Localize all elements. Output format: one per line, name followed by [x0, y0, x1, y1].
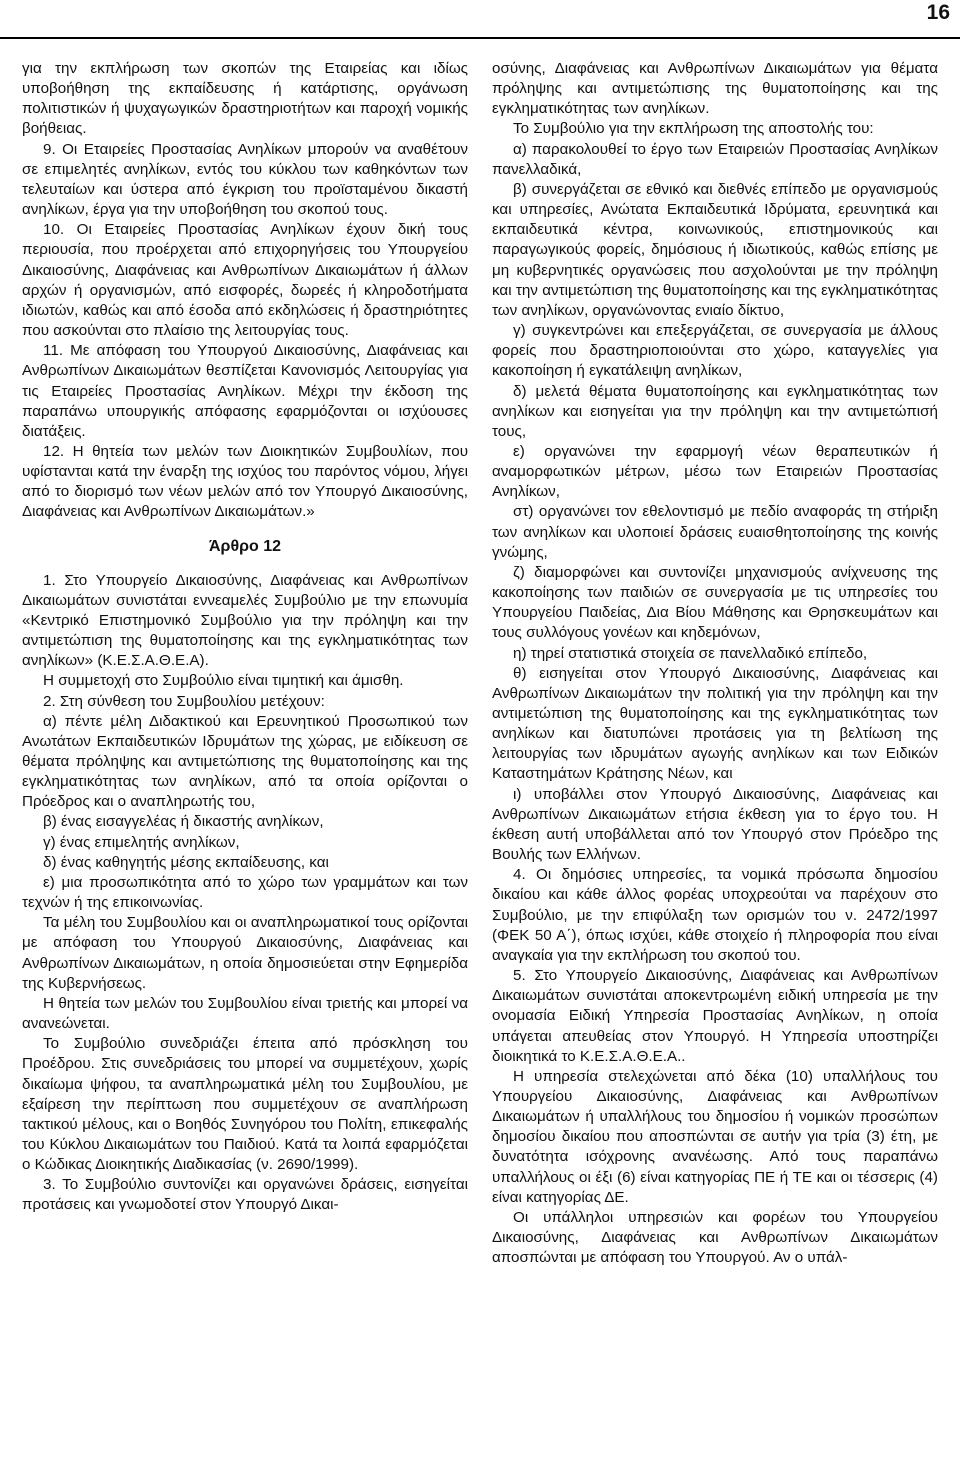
list-item: ε) μια προσωπικότητα από το χώρο των γραμμάτων και των τεχνών ή της επικοινωνίας. [22, 873, 468, 912]
right-column [492, 59, 938, 1268]
list-item: θ) εισηγείται στον Υπουργό Δικαιοσύνης, Διαφάνειας και Ανθρωπίνων Δικαιωμάτων την πολιτική για την πρόληψη και την αντιμετώπιση της θυματοποίησης και της εγκληματικότητας των ανηλίκων και διατυπώνει προτάσεις για τη βελτίωση της λειτουργίας των ιδρυμάτων αγωγής ανηλίκων και των Ειδικών Καταστημάτων Κράτησης Νέων, και [492, 664, 938, 783]
paragraph: 5. Στο Υπουργείο Δικαιοσύνης, Διαφάνειας και Ανθρωπίνων Δικαιωμάτων συνιστάται αποκεντρωμένη ειδική υπηρεσία με την ονομασία Ειδική Υπηρεσία Προστασίας Ανηλίκων, η οποία υπάγεται απευθείας στον Υπουργό. Η Υπηρεσία υποστηρίζει διοικητικά το Κ.Ε.Σ.Α.Θ.Ε.Α.. [492, 967, 938, 1065]
list-item: β) ένας εισαγγελέας ή δικαστής ανηλίκων, [43, 813, 324, 831]
list-item: η) τηρεί στατιστικά στοιχεία σε πανελλαδικό επίπεδο, [513, 644, 868, 662]
list-item: γ) ένας επιμελητής ανηλίκων, [43, 833, 240, 851]
paragraph: 1. Στο Υπουργείο Δικαιοσύνης, Διαφάνειας και Ανθρωπίνων Δικαιωμάτων συνιστάται εννεαμελές Συμβούλιο με την επωνυμία «Κεντρικό Επιστημονικό Συμβούλιο για την πρόληψη και την αντιμετώπιση της θυματοποίησης και της εγκληματικότητας των ανηλίκων» (Κ.Ε.Σ.Α.Θ.Ε.Α). [22, 571, 468, 670]
list-item: ε) οργανώνει την εφαρμογή νέων θεραπευτικών ή αναμορφωτικών μέτρων, μέσω των Εταιρειών Προστασίας Ανηλίκων, [492, 442, 938, 501]
paragraph: 9. Οι Εταιρείες Προστασίας Ανηλίκων μπορούν να αναθέτουν σε επιμελητές ανηλίκων, εντός του κύκλου των καθηκόντων των τελευταίων και ύστερα από έγκριση του προϊσταμένου δικαστή ανηλίκων, έργα για την υποβοήθηση του σκοπού τους. [22, 140, 468, 219]
list-item: β) συνεργάζεται σε εθνικό και διεθνές επίπεδο με οργανισμούς και υπηρεσίες, Ανώτατα Εκπαιδευτικά Ιδρύματα, ερευνητικά και εκπαιδευτικά κέντρα, κοινωνικούς, επιστημονικούς και παραγωγικούς φορείς, δημόσιους ή ιδιωτικούς, καθώς επίσης με μη κυβερνητικές οργανώσεις που ασχολούνται με την πρόληψη και την αντιμετώπιση της θυματοποίησης και της εγκληματικότητας των ανηλίκων, οργανώνοντας ενιαίο δίκτυο, [492, 180, 938, 319]
article-heading: Άρθρο 12 [208, 537, 281, 555]
paragraph: Η συμμετοχή στο Συμβούλιο είναι τιμητική και άμισθη. [43, 672, 404, 690]
list-item: α) πέντε μέλη Διδακτικού και Ερευνητικού Προσωπικού των Ανωτάτων Εκπαιδευτικών Ιδρυμάτων της χώρας, με ειδίκευση σε θέματα πρόληψης και αντιμετώπισης της θυματοποίησης και της εγκληματικότητας των ανηλίκων, από τα οποία ορίζονται ο Πρόεδρος και ο αναπληρωτής του, [22, 712, 468, 811]
list-item: στ) οργανώνει τον εθελοντισμό με πεδίο αναφοράς τη στήριξη των ανηλίκων και υλοποιεί δράσεις ευαισθητοποίησης της κοινής γνώμης, [492, 503, 938, 561]
paragraph: 4. Οι δημόσιες υπηρεσίες, τα νομικά πρόσωπα δημοσίου δικαίου και κάθε άλλος φορέας υποχρεούται να παρέχουν στο Συμβούλιο, με την επιφύλαξη των ορισμών του ν. 2472/1997 (ΦΕΚ 50 Α΄), όπως ισχύει, κάθε στοιχείο ή πληροφορία που είναι αναγκαία για την εκπλήρωση του σκοπού του. [492, 866, 938, 964]
left-column [22, 59, 468, 1216]
list-item: ι) υποβάλλει στον Υπουργό Δικαιοσύνης, Διαφάνειας και Ανθρωπίνων Δικαιωμάτων ετήσια έκθεση για το έργο του. Η έκθεση αυτή υποβάλλεται από τον Υπουργό στον Πρόεδρο της Βουλής των Ελλήνων. [492, 785, 938, 864]
paragraph: Τα μέλη του Συμβουλίου και οι αναπληρωματικοί τους ορίζονται με απόφαση του Υπουργού Δικαιοσύνης, Διαφάνειας και Ανθρωπίνων Δικαιωμάτων, η οποία δημοσιεύεται στην Εφημερίδα της Κυβερνήσεως. [22, 914, 468, 992]
paragraph: Οι υπάλληλοι υπηρεσιών και φορέων του Υπουργείου Δικαιοσύνης, Διαφάνειας και Ανθρωπίνων Δικαιωμάτων αποσπώνται με απόφαση του Υπουργού. Αν ο υπάλ- [492, 1208, 938, 1267]
list-item: α) παρακολουθεί το έργο των Εταιρειών Προστασίας Ανηλίκων πανελλαδικά, [492, 140, 938, 178]
header-rule [0, 37, 960, 39]
paragraph: Η θητεία των μελών του Συμβουλίου είναι τριετής και μπορεί να ανανεώνεται. [22, 994, 468, 1033]
list-item: γ) συγκεντρώνει και επεξεργάζεται, σε συνεργασία με άλλους φορείς που δραστηριοποιούνται στο χώρο, καταγγελίες για κακοποίηση ή εγκατάλειψη ανηλίκων, [492, 322, 938, 380]
paragraph: οσύνης, Διαφάνειας και Ανθρωπίνων Δικαιωμάτων για θέματα πρόληψης και αντιμετώπισης της θυματοποίησης και της εγκληματικότητας των ανηλίκων. [492, 60, 938, 118]
paragraph: για την εκπλήρωση των σκοπών της Εταιρείας και ιδίως υποβοήθηση της εκπαίδευσης ή κατάρτισης, οργάνωση πολιτιστικών ή ψυχαγωγικών δραστηριοτήτων και παροχή νομικής βοήθειας. [22, 60, 468, 138]
paragraph: 3. Το Συμβούλιο συντονίζει και οργανώνει δράσεις, εισηγείται προτάσεις και γνωμοδοτεί στον Υπουργό Δικαι- [22, 1176, 468, 1214]
page-number: 16 [926, 1, 950, 24]
paragraph: 2. Στη σύνθεση του Συμβουλίου μετέχουν: [43, 692, 325, 710]
list-item: δ) μελετά θέματα θυματοποίησης και εγκληματικότητας των ανηλίκων και εισηγείται για την πρόληψη και την αντιμετώπισή τους, [492, 382, 938, 440]
paragraph: 11. Με απόφαση του Υπουργού Δικαιοσύνης, Διαφάνειας και Ανθρωπίνων Δικαιωμάτων θεσπίζεται Κανονισμός Λειτουργίας για τις Εταιρείες Προστασίας Ανηλίκων. Μέχρι την έκδοση της παραπάνω υπουργικής απόφασης εφαρμόζονται οι ισχύουσες διατάξεις. [22, 342, 468, 440]
list-item: ζ) διαμορφώνει και συντονίζει μηχανισμούς ανίχνευσης της κακοποίησης των παιδιών σε συνεργασία με τις υπηρεσίες του Υπουργείου Παιδείας, Δια Βίου Μάθησης και Θρησκευμάτων και τους συλλόγους γονέων και κηδεμόνων, [492, 563, 938, 642]
paragraph: Το Συμβούλιο συνεδριάζει έπειτα από πρόσκληση του Προέδρου. Στις συνεδριάσεις του μπορεί να συμμετέχουν, χωρίς δικαίωμα ψήφου, τα αναπληρωματικά μέλη του Συμβουλίου, με εξαίρεση την περίπτωση που συμμετέχουν σε αναπλήρωση τακτικού μέλους, και ο Βοηθός Συνηγόρου του Πολίτη, επικεφαλής του Κύκλου Δικαιωμάτων του Παιδιού. Κατά τα λοιπά εφαρμόζεται ο Κώδικας Διοικητικής Διαδικασίας (ν. 2690/1999). [22, 1035, 468, 1174]
paragraph: 10. Οι Εταιρείες Προστασίας Ανηλίκων έχουν δική τους περιουσία, που προέρχεται από επιχορηγήσεις του Υπουργείου Δικαιοσύνης, Διαφάνειας και Ανθρωπίνων Δικαιωμάτων ή άλλων αρχών ή οργανισμών, από εισφορές, δωρεές ή κληροδοτήματα ιδιωτών, καθώς και από έσοδα από εκδηλώσεις ή δραστηριότητες που ασκούνται στο πλαίσιο της λειτουργίας τους. [22, 221, 468, 340]
paragraph: Το Συμβούλιο για την εκπλήρωση της αποστολής του: [513, 120, 874, 138]
paragraph: Η υπηρεσία στελεχώνεται από δέκα (10) υπαλλήλους του Υπουργείου Δικαιοσύνης, Διαφάνειας και Ανθρωπίνων Δικαιωμάτων ή υπαλλήλους του δημοσίου ή νομικών προσώπων δημοσίου δικαίου που αποσπώνται σε αυτήν για τρία (3) έτη, με δυνατότητα ισόχρονης ανανέωσης. Από τους παραπάνω υπαλλήλους οι έξι (6) είναι κατηγορίας ΠΕ ή ΤΕ και οι τέσσερις (4) είναι κατηγορίας ΔΕ. [492, 1067, 938, 1206]
paragraph: 12. Η θητεία των μελών των Διοικητικών Συμβουλίων, που υφίστανται κατά την έναρξη της ισχύος του παρόντος νόμου, λήγει από το διορισμό των νέων μελών από τον Υπουργό Δικαιοσύνης, Διαφάνειας και Ανθρωπίνων Δικαιωμάτων.» [22, 442, 468, 521]
list-item: δ) ένας καθηγητής μέσης εκπαίδευσης, και [43, 853, 329, 871]
